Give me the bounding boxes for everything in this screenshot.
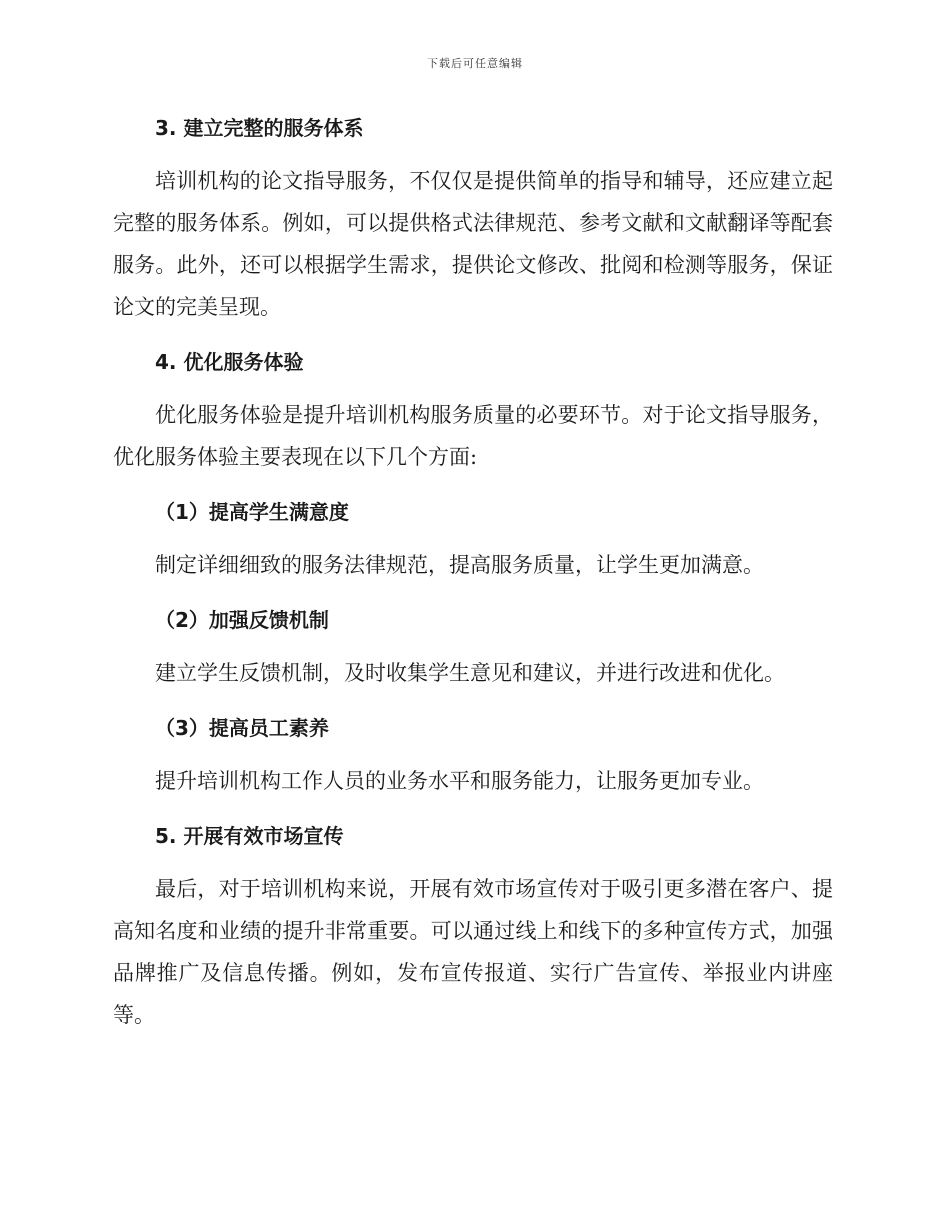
section-4-heading: 4. 优化服务体验 (155, 350, 304, 374)
section-5-heading: 5. 开展有效市场宣传 (155, 824, 344, 848)
section-3-heading: 3. 建立完整的服务体系 (155, 116, 364, 140)
item-2-text: 建立学生反馈机制，及时收集学生意见和建议，并进行改进和优化。 (155, 661, 785, 685)
section-3-paragraph: 培训机构的论文指导服务，不仅仅是提供简单的指导和辅导，还应建立起完整的服务体系。例如，可以提供格式法律规范、参考文献和文献翻译等配套服务。此外，还可以根据学生需求，提供论文修改、批阅和检测等服务，保证论文的完美呈现。 (113, 169, 833, 319)
section-5-paragraph: 最后，对于培训机构来说，开展有效市场宣传对于吸引更多潜在客户、提高知名度和业绩的提升非常重要。可以通过线上和线下的多种宣传方式，加强品牌推广及信息传播。例如，发布宣传报道、实行广告宣传、举报业内讲座等。 (113, 877, 833, 1027)
document-body (113, 110, 833, 1036)
item-3-text: 提升培训机构工作人员的业务水平和服务能力，让服务更加专业。 (155, 769, 764, 793)
item-1-text: 制定详细细致的服务法律规范，提高服务质量，让学生更加满意。 (155, 553, 764, 577)
header-note: 下载后可任意编辑 (427, 57, 523, 70)
item-1-title: （1）提高学生满意度 (155, 500, 349, 524)
section-4-paragraph: 优化服务体验是提升培训机构服务质量的必要环节。对于论文指导服务，优化服务体验主要表现在以下几个方面: (113, 403, 833, 469)
item-2-title: （2）加强反馈机制 (155, 608, 329, 632)
item-3-title: （3）提高员工素养 (155, 716, 329, 740)
